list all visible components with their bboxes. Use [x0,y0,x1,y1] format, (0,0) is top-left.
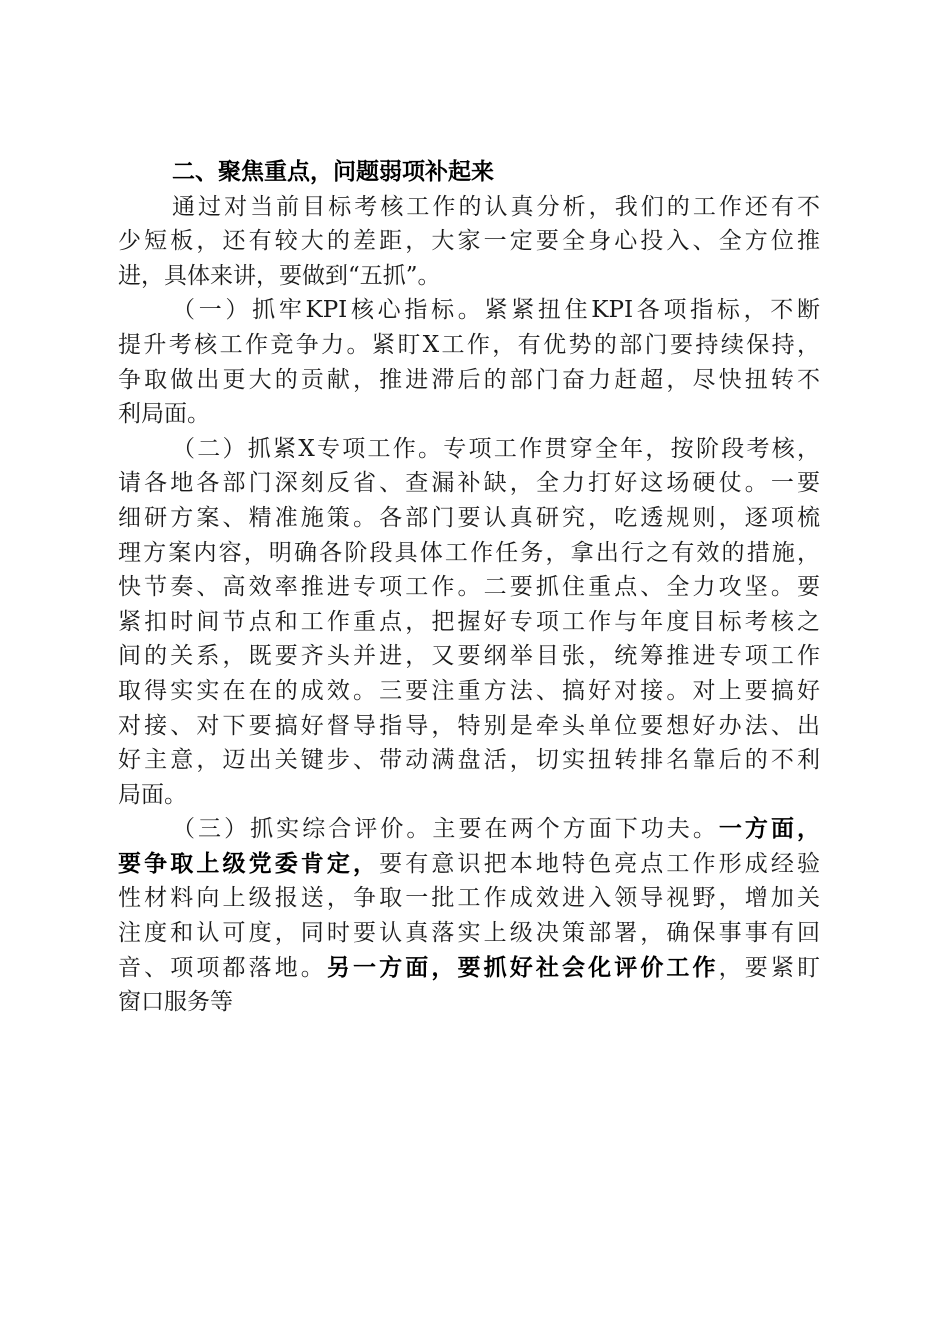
text-line: 性材料向上级报送，争取一批工作成效进入领导视野，增加关 [118,885,820,912]
text-line: 利局面。 [118,401,210,428]
text-line: 好主意，迈出关键步、带动满盘活，切实扭转排名靠后的不利 [118,747,820,774]
text-line: 争取做出更大的贡献，推进滞后的部门奋力赶超，尽快扭转不 [118,366,820,393]
paragraph-special-work [118,432,820,813]
document-page [118,155,820,1020]
text-line: 理方案内容，明确各阶段具体工作任务，拿出行之有效的措施， [118,539,820,566]
text-line: （二）抓紧X专项工作。专项工作贯穿全年，按阶段考核， [172,435,820,462]
text-line: 紧扣时间节点和工作重点，把握好专项工作与年度目标考核之 [118,608,820,635]
emphasis-text: 另一方面，要抓好社会化评价工作 [326,953,719,981]
text-line: 通过对当前目标考核工作的认真分析，我们的工作还有不 [172,193,820,220]
plain-text: （三）抓实综合评价。主要在两个方面下功夫。 [172,816,719,843]
text-line: 快节奏、高效率推进专项工作。二要抓住重点、全力攻坚。要 [118,574,820,601]
text-line: 注度和认可度，同时要认真落实上级决策部署，确保事事有回 [118,920,820,947]
paragraph-kpi [118,293,820,431]
text-line [118,847,820,882]
text-line: （一）抓牢KPI核心指标。紧紧扭住KPI各项指标，不断 [172,297,820,324]
emphasis-text: 一方面， [718,815,821,843]
emphasis-text: 要争取上级党委肯定， [118,849,380,877]
text-line: 取得实实在在的成效。三要注重方法、搞好对接。对上要搞好 [118,677,820,704]
plain-text: 要有意识把本地特色亮点工作形成经验 [379,850,821,877]
text-line [118,951,820,986]
text-line: 提升考核工作竞争力。紧盯X工作，有优势的部门要持续保持， [118,331,820,358]
text-line: 请各地各部门深刻反省、查漏补缺，全力打好这场硬仗。一要 [118,470,820,497]
text-line: 对接、对下要搞好督导指导，特别是牵头单位要想好办法、出 [118,712,820,739]
text-line: 窗口服务等 [118,989,233,1016]
section-heading: 二、聚焦重点，问题弱项补起来 [172,158,494,185]
text-line: 进，具体来讲，要做到“五抓”。 [118,262,441,289]
paragraph-intro [118,190,820,294]
plain-text: ，要紧盯 [718,954,821,981]
text-line [118,812,820,847]
text-line: 细研方案、精准施策。各部门要认真研究，吃透规则，逐项梳 [118,504,820,531]
paragraph-evaluation [118,812,820,1020]
plain-text: 音、项项都落地。 [118,954,327,981]
text-line: 少短板，还有较大的差距，大家一定要全身心投入、全方位推 [118,228,820,255]
text-line: 局面。 [118,781,187,808]
text-line: 间的关系，既要齐头并进，又要纲举目张，统筹推进专项工作 [118,643,820,670]
